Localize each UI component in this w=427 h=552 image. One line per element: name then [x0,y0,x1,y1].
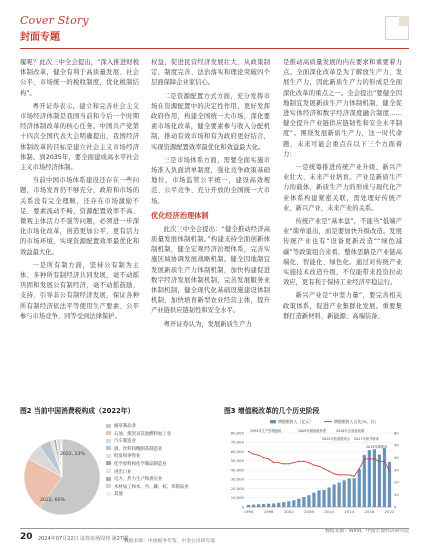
bar [307,495,310,507]
legend-label: 进出口业 [114,469,132,475]
figure-3-title: 图3 增值税改革的几个历史阶段 [224,407,320,415]
bar [358,469,361,507]
y2-tick-label: 10 [394,492,399,498]
figure-2 [20,405,215,544]
legend-swatch [106,492,111,496]
section-heading: 优化经济治理体制 [151,210,209,220]
chart-annotation: 2019年降税率 [366,445,388,449]
bar [317,490,320,507]
pie-slice-label: 2022, 60% [40,498,65,503]
line-point [298,461,299,462]
bar [302,497,305,507]
legend-label: 其他 [114,492,123,498]
bar [287,501,290,507]
legend-label: 烟草制品业 [114,424,136,429]
bar [363,455,366,507]
legend-swatch [106,461,111,465]
line-point [374,458,375,459]
line-point [253,453,254,454]
legend-swatch [106,454,111,458]
article-paragraph: 二是资源配置方式方面，充分发挥市场在资源配置中的决定性作用，更好发挥政府作用，构建全国统一大市场，深化要素市场化改革，健全要素参与收入分配机制，推动有效市场和有为政府更好结合，实现资源配置效率最优化和效益最大化。 [151,92,270,151]
section-title-zh: 封面专题 [20,32,60,43]
y-tick-label: 20,000 [230,485,244,491]
article-paragraph: 一是所有制方面，坚持公有制为主体、多种所有制经济共同发展，毫不动摇巩固和发展公有制经济，毫不动摇鼓励、支持、引导非公有制经济发展，保证各种所有制经济依法平等使用生产要素、公平参与市场竞争、同等受到法律保护。 [20,261,139,320]
x-tick-label: 1994 [243,509,254,514]
x-tick-label: 2006 [304,509,314,514]
line-point [258,455,259,456]
legend-swatch [106,424,111,428]
pie-chart [20,417,106,535]
legend-label: 木材加工和木、竹、藤、棕、草制品业 [114,484,189,490]
line-point [308,462,309,463]
header-rule [20,48,409,49]
legend-label: 电力、热力生产和供应业 [114,477,163,483]
line-point [369,458,370,459]
section-title-en: Cover Story [20,14,89,27]
article-paragraph: 权益，促进民营经济发展壮大，从政策制定、制度完善、法治落实和理论突破四个层面保障企业家信心。 [151,59,270,87]
article-paragraph: 三是市场体系方面，需要全面实施市场准入负面清单制度，强化竞争政策基础地位，市场监管公平统一，建设高效规范、公平竞争、充分开放的全国统一大市场。 [151,156,270,205]
line-point [273,462,274,463]
legend-swatch [106,431,111,435]
footer-info: 2024年07月22日 证券市场周刊 第27期 [38,536,128,542]
line-point [283,463,284,464]
section-header [20,14,89,43]
x-tick-label: 1998 [263,509,274,514]
line-point [293,462,294,463]
y-tick-label: 60,000 [230,448,244,454]
article-paragraph: 粤开证券表示，建立和完善社会主义市场经济体制是我国当前和今后一个时期经济体制改革的核心任务。中国共产党第十四次全国代表大会明确提出，我国经济体制改革的目标是建立社会主义市场经济体制。到2035年，要全面建成高水平社会主义市场经济体制。 [20,102,139,172]
article-paragraph: 一是统筹推进传统产业升级、新兴产业壮大、未来产业培育。产业是新质生产力的载体，新质生产力的形成与现代化产业体系构建紧密关联，需处理好传统产业、新兴产业、未来产业的关系。 [283,164,402,212]
y2-tick-label: 0 [394,504,397,510]
legend-item [106,469,189,477]
y2-tick-label: 30 [394,467,399,473]
x-tick-label: 2018 [364,509,375,514]
figure-2-title: 图2 当前中国消费税构成（2022年） [20,407,135,415]
bar [272,503,275,507]
bar [292,500,295,507]
legend-bar-label: 增值税收入（亿元） [278,419,314,425]
line-point [278,462,279,463]
bar [353,478,356,507]
article-paragraph: 粤开证券认为，发展新质生产力 [163,320,252,328]
y2-tick-label: 40 [394,455,399,461]
line-point [364,458,365,459]
article-paragraph: 传统产业是“基本盘”，不能当“低端产业”简单退出，而是要加快升级改造。发展传统产业也有“设备更新改造”“绿色减碳”等政策组合来看，整体思路是产业链高端化、智能化、绿色化。通过对传统产业实施技术改造升级，不仅能带来投资拉动效应，更有利于保持工业经济平稳运行。 [283,218,402,287]
bar [257,504,260,507]
legend-item [106,453,189,461]
bar [277,503,280,507]
bar [252,505,255,507]
legend-label: 化学原料和化学制品制造业 [114,461,167,467]
bar [332,485,335,507]
bar [378,454,381,507]
legend-swatch [106,477,111,481]
legend-line-label: 增值税收入占比(%，右) [334,419,376,425]
line-point [248,451,249,452]
y2-tick-label: 50 [394,442,399,448]
legend-item [106,484,189,492]
legend-item [106,438,189,446]
vat-combo-chart [224,417,409,521]
legend-bar-swatch [270,420,276,423]
legend-swatch [106,439,111,443]
y-tick-label: 40,000 [230,467,244,473]
line-point [389,471,390,472]
line-point [334,473,335,474]
article-column-1 [20,58,139,398]
chart-annotation: 2017年简并税率 [354,437,379,441]
legend-label: 酒、饮料和精制茶制造业 [114,446,163,452]
figure-3-source: 数据来源：Wind，中国宏观经济研究院 [324,529,409,534]
line-point [354,476,355,477]
bar [282,502,285,507]
article-paragraph: 履呢？此次三中全会提出，“深入推进财税体制改革，健全有利于高质量发展、社会公平、市场统一的税收制度，优化税制结构”。 [20,59,139,97]
y-tick-label: 0 [241,504,244,510]
legend-item [106,431,189,439]
bar [373,449,376,507]
chart-annotation: 2016年全面营改增 [336,429,365,433]
y2-tick-label: 60 [394,430,399,436]
line-point [339,474,340,475]
legend-swatch [106,469,111,473]
line-point [323,468,324,469]
legend-swatch [106,484,111,488]
bar [348,478,351,507]
y-tick-label: 10,000 [230,495,244,501]
legend-item [106,446,189,454]
bar [338,483,341,507]
line-point [303,461,304,462]
legend-item [106,491,189,499]
article-paragraph: 当前中国市场体系建设还存在一些问题，市场发育仍不够充分，政府和市场的关系没有完全理顺，还存在市场激励不足、要素流动不畅、资源配置效率不高、微观主体活力不强等问题，必须进一步深化市场化改革，创造更加公平、更有活力的市场环境，实现资源配置效率最优化和效益最大化。 [20,177,139,256]
line-point [288,463,289,464]
legend-item [106,423,189,431]
legend-item [106,476,189,484]
legend-label: 石油、煤炭及其他燃料加工业 [114,431,172,437]
article-paragraph: 此次三中全会提出：“健全推动经济高质量发展体制机制。”构建支持全面创新体制机制，健全宏观经济治理体系，完善实施区域协调发展战略机制。健全因地制宜发展新质生产力体制机制，加快构建促进数字经济发展体制机制，完善发展服务业体制机制，健全现代化基础设施建设体制机制，加快培育新型农业经营主体，提升产业链供应链韧性和安全水平。 [151,225,270,315]
x-tick-label: 2014 [344,509,355,514]
line-point [349,474,350,475]
legend-label: 汽车制造业 [114,439,136,445]
y-tick-label: 80,000 [230,430,244,436]
line-point [263,457,264,458]
line-point [384,461,385,462]
legend-swatch [106,446,111,450]
line-point [328,471,329,472]
line-point [313,464,314,465]
figure-2-source: 数据来源：中国税务年鉴，中金公司研究部 [123,539,215,544]
x-tick-label: 2010 [324,509,334,514]
article-column-3 [283,58,402,398]
chart-annotation: 2012年营改增试点 [322,437,351,441]
bar [247,505,250,507]
x-tick-label: 2022 [384,509,395,514]
line-point [268,458,269,459]
footer-rule [20,528,409,529]
article-paragraph: 新兴产业是“中坚力量”，要完善相关政策体系，促进产业集群化发展。重要集群打造新材料、新能源、高端装备、 [283,292,402,320]
chart-annotation: 1994年生产型增值税 [250,429,282,433]
y-tick-label: 30,000 [230,476,244,482]
page-number: 20 [20,532,33,542]
bar [327,487,330,507]
bar [312,493,315,507]
bar [383,448,386,507]
bar [297,499,300,507]
figure-3 [224,405,409,534]
line-point [344,474,345,475]
pie-slice-label: 2022, 23% [60,452,85,457]
x-tick-label: 2002 [283,509,294,514]
y2-tick-label: 20 [394,479,399,485]
legend-label: 批发和零售业 [114,454,141,460]
y-tick-label: 70,000 [230,439,244,445]
line-point [379,461,380,462]
article-column-2 [151,58,270,398]
corner-decoration [385,16,409,40]
line-point [359,468,360,469]
y-tick-label: 50,000 [230,458,244,464]
bar [322,490,325,507]
legend-item [106,461,189,469]
chart-annotation: 2009年增值税转型 [298,429,327,433]
line-point [318,466,319,467]
pie-chart-area [20,417,215,535]
bar [267,504,270,507]
article-paragraph: 是推动高质量发展的内在要求和重要着力点。全面深化改革是为了解放生产力、发展生产力，因此新质生产力的形成是全面深化改革的重点之一。全会提出“要健全因地制宜发展新质生产力体制机制，健全促进实体经济和数字经济深度融合制度……健全提升产业链供应链韧性和安全水平制度”。围绕发展新质生产力，这一时代命题，未来可能会重点在以下三个方面着力： [283,59,402,158]
pie-legend [106,423,189,499]
bar [343,480,346,507]
bar [262,504,265,507]
